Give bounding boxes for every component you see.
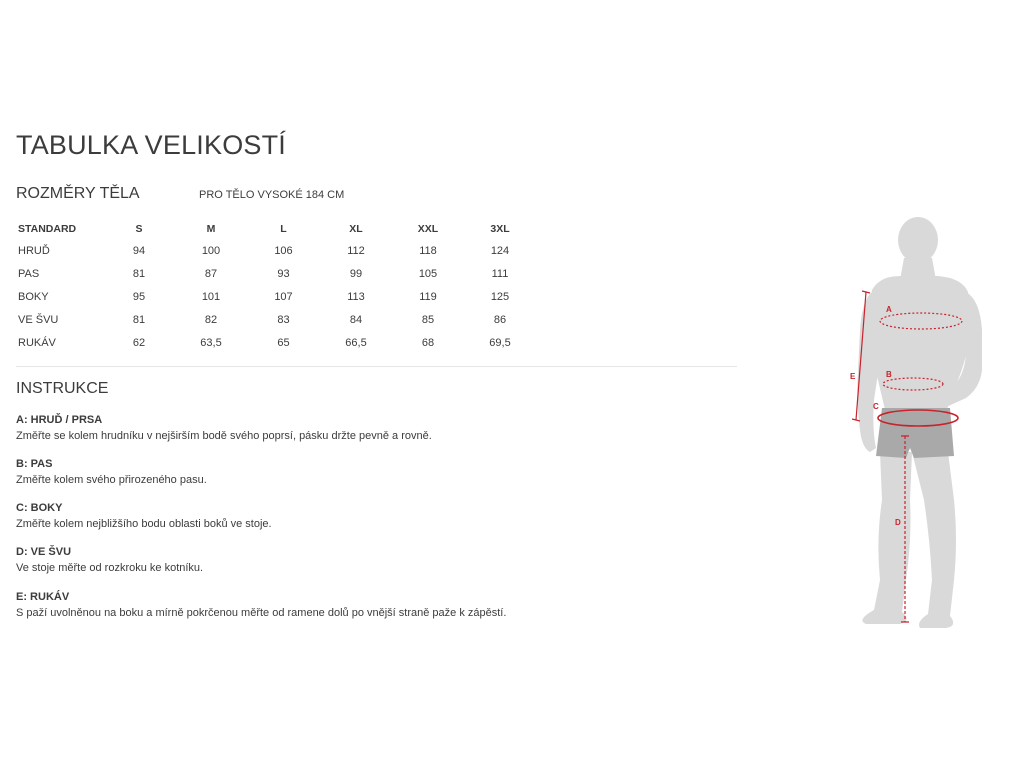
table-cell: 83: [277, 313, 290, 326]
table-cell: 84: [349, 313, 363, 326]
table-row-chest: [16, 239, 541, 262]
table-row-sleeve: [16, 331, 541, 354]
header-size-m: M: [206, 222, 216, 235]
instruction-inseam: [16, 544, 203, 576]
label-c: C: [873, 402, 879, 411]
instruction-text: Změřte kolem nejbližšího bodu oblasti boků ve stoje.: [16, 518, 272, 530]
instruction-heading: B: PAS: [16, 458, 53, 470]
table-cell: 65: [277, 336, 290, 349]
table-cell: 86: [493, 313, 507, 326]
table-cell: 63,5: [200, 336, 222, 349]
table-cell: 85: [421, 313, 435, 326]
table-cell: 111: [491, 267, 509, 280]
instruction-waist: [16, 456, 207, 488]
table-row-inseam: [16, 308, 541, 331]
table-row-hips: [16, 285, 541, 308]
table-cell: 112: [347, 244, 365, 257]
instruction-text: Změřte kolem svého přirozeného pasu.: [16, 474, 207, 486]
header-size-xxl: XXL: [417, 222, 439, 235]
label-a: A: [886, 305, 892, 314]
label-b: B: [886, 370, 892, 379]
table-cell: 69,5: [489, 336, 511, 349]
row-label: HRUĎ: [18, 244, 50, 257]
header-size-l: L: [280, 222, 287, 235]
row-label: BOKY: [18, 290, 49, 303]
table-cell: 68: [421, 336, 435, 349]
table-cell: 100: [201, 244, 221, 257]
instruction-heading: C: BOKY: [16, 502, 63, 514]
header-size-3xl: 3XL: [490, 222, 510, 235]
row-label: RUKÁV: [18, 336, 56, 349]
table-cell: 119: [419, 290, 437, 303]
table-cell: 106: [274, 244, 293, 257]
table-cell: 82: [204, 313, 218, 326]
header-size-xl: XL: [349, 222, 363, 235]
header-standard: STANDARD: [18, 222, 77, 235]
table-cell: 81: [132, 313, 146, 326]
instructions-title: INSTRUKCE: [16, 380, 109, 397]
table-cell: 95: [132, 290, 146, 303]
table-cell: 94: [132, 244, 146, 257]
table-row-waist: [16, 262, 541, 285]
instruction-hips: [16, 500, 272, 532]
table-cell: 93: [277, 267, 290, 280]
table-cell: 124: [490, 244, 510, 257]
page-title: TABULKA VELIKOSTÍ: [16, 130, 286, 160]
instruction-heading: A: HRUĎ / PRSA: [16, 414, 103, 426]
table-cell: 105: [418, 267, 438, 280]
table-cell: 101: [201, 290, 221, 303]
instruction-sleeve: [16, 589, 506, 621]
row-label: VE ŠVU: [18, 313, 59, 326]
table-cell: 113: [347, 290, 365, 303]
label-e: E: [850, 372, 856, 381]
label-d: D: [895, 518, 901, 527]
table-cell: 107: [274, 290, 293, 303]
table-cell: 62: [132, 336, 146, 349]
table-cell: 81: [132, 267, 146, 280]
body-measurement-figure: [820, 210, 1020, 640]
table-cell: 118: [419, 244, 437, 257]
row-label: PAS: [18, 267, 40, 280]
height-note: PRO TĚLO VYSOKÉ 184 CM: [199, 189, 345, 201]
instruction-heading: D: VE ŠVU: [16, 546, 72, 558]
instruction-chest: [16, 412, 432, 444]
body-measurements-title: ROZMĚRY TĚLA: [16, 185, 140, 202]
instruction-text: Změřte se kolem hrudníku v nejširším bodě svého poprsí, pásku držte pevně a rovně.: [16, 430, 432, 442]
instruction-text: Ve stoje měřte od rozkroku ke kotníku.: [16, 562, 204, 574]
size-table: [16, 218, 541, 354]
table-cell: 99: [349, 267, 363, 280]
table-header-row: [16, 218, 541, 239]
table-cell: 125: [490, 290, 510, 303]
section-divider: [16, 366, 737, 367]
table-cell: 87: [204, 267, 218, 280]
instruction-heading: E: RUKÁV: [16, 591, 70, 603]
table-cell: 66,5: [345, 336, 367, 349]
shorts-shape: [876, 408, 954, 458]
header-size-s: S: [135, 222, 143, 235]
instruction-text: S paží uvolněnou na boku a mírně pokrčenou měřte od ramene dolů po vnější straně paže k zápěstí.: [16, 607, 507, 619]
